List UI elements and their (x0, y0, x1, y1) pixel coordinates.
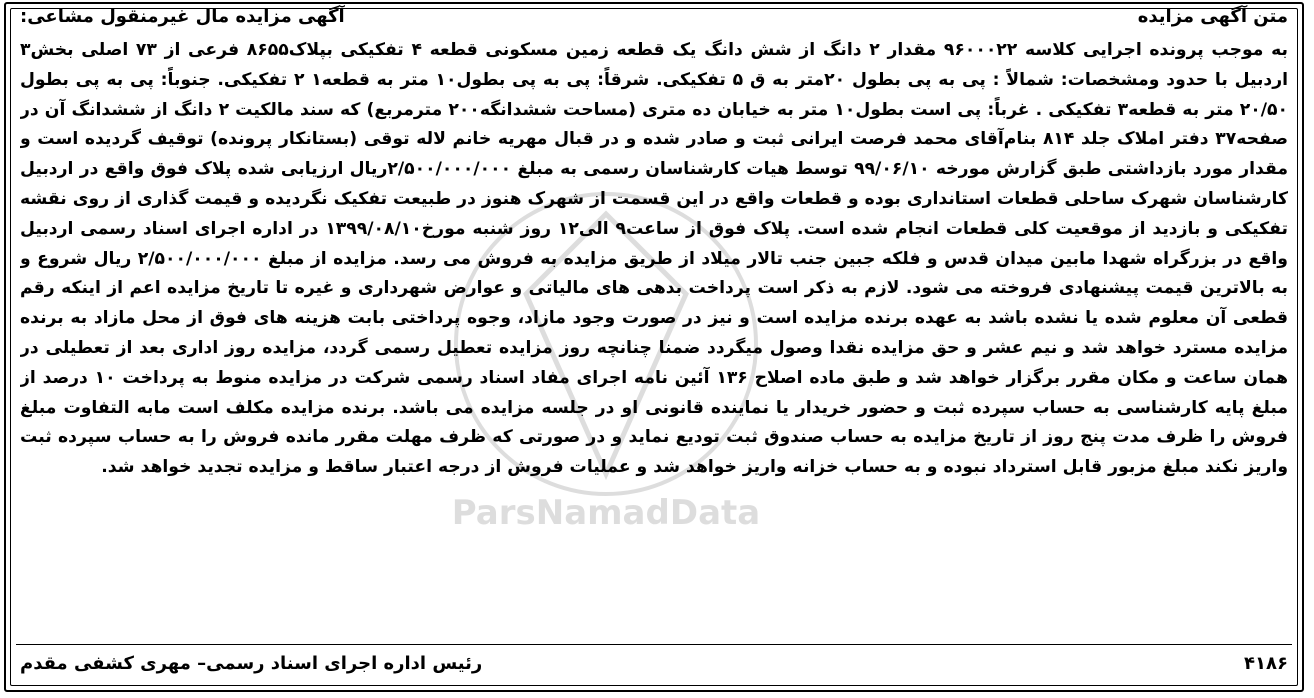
footer-divider (16, 644, 1292, 645)
watermark-label: ParsNamadData (451, 493, 761, 533)
ad-number: ۴۱۸۶ (1244, 652, 1288, 674)
ad-footer (20, 648, 1288, 678)
signature-line: رئیس اداره اجرای اسناد رسمی– مهری کشفی مقدم (20, 652, 483, 674)
ad-frame (4, 2, 1304, 692)
announcement-title: آگهی مزایده مال غیرمنقول مشاعی: (20, 6, 345, 27)
text-heading: متن آگهی مزایده (1137, 6, 1288, 27)
ad-body-text: به موجب پرونده اجرایی کلاسه ۹۶۰۰۰۲۲ مقدار ۲ دانگ از شش دانگ یک قطعه زمین مسکونی قطعه ۴ تفکیکی بپلاک۸۶۵۵ فرعی از ۷۳ اصلی بخش۳ اردبیل با حدود ومشخصات: شمالاً : پی به پی بطول ۲۰متر به ق ۵ تفکیکی. شرقاً: پی به پی بطول۱۰ متر به قطعه۱ ۲ تفکیکی. جنوباً: پی به پی بطول ۲۰/۵۰ متر به قطعه۳ تفکیکی . غرباً: پی است بطول۱۰ متر به خیابان ده متری (مساحت ششدانگه۲۰۰ مترمربع) که سند مالکیت ۲ دانگ از ششدانگ آن در صفحه۳۷ دفتر املاک جلد ۸۱۴ بنام‌آقای محمد فرصت ایرانی ثبت و صادر شده و در قبال مهریه خانم لاله توقی (بستانکار پرونده) توقیف گردیده است و مقدار مورد بازداشتی طبق گزارش مورخه ۹۹/۰۶/۱۰ توسط هیات کارشناسان رسمی به مبلغ ۲/۵۰۰/۰۰۰/۰۰۰ریال ارزیابی شده پلاک فوق واقع در اردبیل کارشناسان شهرک ساحلی قطعات استانداری بوده و قطعات واقع در این قسمت از شهرک هنوز در طبیعت تفکیک نگردیده و قیمت گذاری از روی نقشه تفکیکی و بازدید از موقعیت کلی قطعات انجام شده است. پلاک فوق از ساعت۹ الی۱۲ روز شنبه مورخ۱۳۹۹/۰۸/۱۰ در اداره اجرای اسناد رسمی اردبیل واقع در بزرگراه شهدا مابین میدان قدس و فلکه جبین جنب تالار میلاد از طریق مزایده به فروش می رسد. مزایده از مبلغ ۲/۵۰۰/۰۰۰/۰۰۰ ریال شروع و به بالاترین قیمت پیشنهادی فروخته می شود. لازم به ذکر است پرداخت بدهی های مالیاتی و عوارض شهرداری و غیره تا تاریخ مزایده اعم از اینکه رقم قطعی آن معلوم شده یا نشده باشد به عهده برنده مزایده است و نیز در صورت وجود مازاد، وجوه پرداختی بابت هزینه های فوق از محل مازاد به برنده مزایده مسترد خواهد شد و نیم عشر و حق مزایده نقدا وصول میگردد ضمنا چنانچه روز مزایده تعطیل رسمی گردد، مزایده روز اداری بعد از تعطیلی در همان ساعت و مکان مقرر برگزار خواهد شد و طبق ماده اصلاح ۱۳۶ آئین نامه اجرای مفاد اسناد رسمی شرکت در مزایده منوط به پرداخت ۱۰ درصد از مبلغ پایه کارشناسی به حساب سپرده ثبت و حضور خریدار یا نماینده قانونی او در جلسه مزایده می باشد. برنده مزایده مکلف است مابه التفاوت مبلغ فروش را ظرف مدت پنج روز از تاریخ مزایده به حساب صندوق ثبت تودیع نماید و در صورتی که ظرف مهلت مقرر مانده فروش را به حساب سپرده ثبت واریز نکند مبلغ مزبور قابل استرداد نبوده و به حساب خزانه واریز خواهد شد و عملیات فروش از درجه اعتبار ساقط و مزایده تجدید خواهد شد. (20, 40, 1288, 478)
ad-header (20, 6, 1288, 34)
